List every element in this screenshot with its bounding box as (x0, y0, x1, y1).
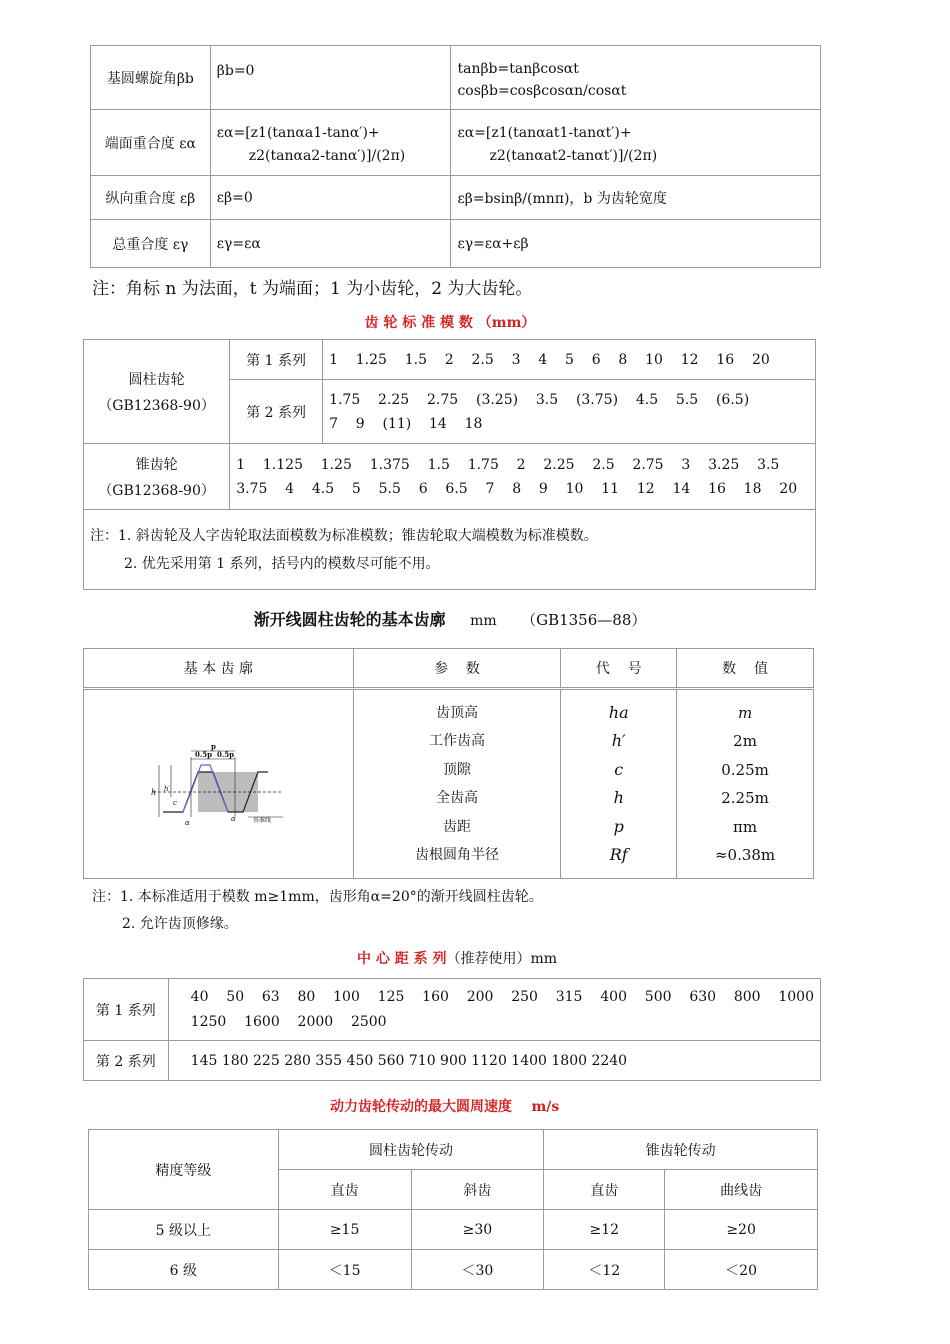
header-symbol: 代 号 (561, 649, 677, 689)
sub-header: 直齿 (278, 1170, 411, 1210)
formula: εα=[z1(tanαat1-tanαt′)+ (457, 124, 632, 141)
param-item: 齿根圆角半径 (415, 847, 499, 863)
center-distance-title: 中 心 距 系 列 (356, 951, 447, 967)
symbol-item: Rf (609, 845, 628, 864)
cyl-gear-cell (84, 340, 230, 444)
profile-title-row (0, 607, 900, 630)
diagram-label-h: h (151, 787, 157, 797)
speed-cell: ＜12 (544, 1250, 665, 1290)
row-label: 纵向重合度 εβ (91, 176, 211, 220)
header-value: 数 值 (677, 649, 814, 689)
diagram-label-h-prime: h′ (164, 784, 171, 793)
helical-value: εγ=εα+εβ (451, 220, 821, 268)
bevel-line2: 3.75 4 4.5 5 5.5 6 6.5 7 8 9 10 11 12 14 16 18 20 (236, 480, 798, 497)
profile-unit: mm (470, 613, 497, 629)
speed-cell: ≥30 (411, 1210, 544, 1250)
profile-note1: 注：1. 本标准适用于模数 m≥1mm，齿形角α=20°的渐开线圆柱齿轮。 (92, 889, 543, 905)
param-item: 顶隙 (443, 761, 471, 778)
header-grade: 精度等级 (89, 1130, 279, 1210)
profile-standard: （GB1356—88） (521, 611, 647, 629)
grade-cell: 5 级以上 (89, 1210, 279, 1250)
formula: cosβb=cosβcosαn/cosαt (457, 82, 627, 99)
series2-line1: 1.75 2.25 2.75 (3.25) 3.5 (3.75) 4.5 5.5 (6.5) (329, 391, 750, 408)
param-item: 工作齿高 (429, 733, 485, 749)
table1-note: 注：角标 n 为法面，t 为端面；1 为小齿轮，2 为大齿轮。 (92, 279, 533, 299)
cd-series1-label: 第 1 系列 (84, 979, 169, 1041)
profile-title: 渐开线圆柱齿轮的基本齿廓 (253, 610, 446, 629)
note-line: 2. 优先采用第 1 系列，括号内的模数尽可能不用。 (124, 555, 440, 572)
speed-cell: ＜20 (665, 1250, 818, 1290)
header-cyl: 圆柱齿轮传动 (278, 1130, 544, 1170)
symbol-item: h′ (611, 731, 626, 750)
helical-value (451, 110, 821, 176)
spur-value (210, 46, 451, 110)
helical-value (451, 46, 821, 110)
symbol-item: p (613, 816, 624, 836)
header-bevel: 锥齿轮传动 (544, 1130, 818, 1170)
value-item: 2m (733, 732, 757, 750)
diagram-label-p: p (211, 741, 217, 751)
cd-series1-values (168, 979, 820, 1041)
param-list (353, 689, 561, 879)
row-label: 端面重合度 εα (91, 110, 211, 176)
module-notes (84, 510, 816, 590)
spur-value: εγ=εα (210, 220, 451, 268)
center-distance-suffix: （推荐使用）mm (446, 951, 558, 967)
value-item: 2.25m (721, 789, 769, 807)
formula: εα=[z1(tanαa1-tanα′)+ (216, 124, 380, 141)
sub-header: 曲线齿 (665, 1170, 818, 1210)
formula: z2(tanαat2-tanαt′)]/(2π) (489, 147, 658, 164)
param-item: 全齿高 (436, 790, 478, 806)
spur-value: εβ=0 (210, 176, 451, 220)
symbol-item: h (613, 788, 624, 807)
table-max-speed (88, 1129, 818, 1290)
module-title: 齿 轮 标 准 模 数 （mm） (364, 315, 536, 331)
param-item: 齿距 (443, 818, 471, 835)
header-profile: 基 本 齿 廓 (84, 649, 354, 689)
row-label: 总重合度 εγ (91, 220, 211, 268)
bevel-gear-cell (84, 444, 230, 510)
value-item: ≈0.38m (714, 846, 776, 864)
param-item: 齿顶高 (436, 704, 478, 721)
speed-cell: ＜30 (411, 1250, 544, 1290)
value-list (677, 689, 814, 879)
bevel-values (230, 444, 816, 510)
diagram-label-pitch-line: 基准线 (253, 816, 272, 824)
speed-cell: ≥20 (665, 1210, 818, 1250)
grade-cell: 6 级 (89, 1250, 279, 1290)
symbol-list (561, 689, 677, 879)
header-param: 参 数 (353, 649, 561, 689)
bevel-gear-standard: （GB12368-90） (98, 482, 215, 499)
diagram-label-half-p: 0.5p (195, 749, 213, 759)
diagram-label-alpha: α (185, 818, 191, 827)
sub-header: 斜齿 (411, 1170, 544, 1210)
value-item: m (737, 703, 753, 722)
center-distance-title-row (0, 948, 914, 968)
rack-diagram-cell (84, 689, 354, 879)
max-speed-title: 动力齿轮传动的最大圆周速度 m/s (330, 1099, 560, 1115)
cd-series2-values: 145 180 225 280 355 450 560 710 900 1120 1400 1800 2240 (168, 1041, 820, 1081)
table-contact-ratio (90, 45, 821, 268)
cyl-gear-standard: （GB12368-90） (98, 397, 215, 414)
diagram-label-half-p: 0.5p (217, 749, 235, 759)
series2-values (323, 380, 816, 444)
rack-profile-diagram (143, 737, 293, 832)
helical-value: εβ=bsinβ/(mnπ)，b 为齿轮宽度 (451, 176, 821, 220)
value-item: πm (733, 817, 758, 836)
table-standard-modules (83, 339, 816, 590)
series2-label: 第 2 系列 (230, 380, 323, 444)
sub-header: 直齿 (544, 1170, 665, 1210)
series2-line2: 7 9 (11) 14 18 (329, 415, 483, 432)
spur-value (210, 110, 451, 176)
diagram-label-c: c (173, 798, 178, 807)
cyl-gear-name: 圆柱齿轮 (128, 371, 185, 388)
table-basic-rack (83, 648, 814, 879)
speed-cell: ≥15 (278, 1210, 411, 1250)
symbol-item: c (614, 759, 624, 779)
cd-series1-line2: 1250 1600 2000 2500 (190, 1013, 387, 1030)
profile-note2: 2. 允许齿顶修缘。 (122, 916, 238, 932)
formula: βb=0 (216, 62, 255, 79)
table-center-distance (83, 978, 821, 1081)
symbol-item: ha (608, 702, 629, 722)
cd-series2-label: 第 2 系列 (84, 1041, 169, 1081)
series1-label: 第 1 系列 (230, 340, 323, 380)
value-item: 0.25m (721, 760, 769, 779)
row-label: 基圆螺旋角βb (91, 46, 211, 110)
formula: tanβb=tanβcosαt (457, 60, 579, 77)
bevel-line1: 1 1.125 1.25 1.375 1.5 1.75 2 2.25 2.5 2.75 3 3.25 3.5 (236, 456, 780, 473)
series1-values: 1 1.25 1.5 2 2.5 3 4 5 6 8 10 12 16 20 (323, 340, 816, 380)
diagram-label-alpha: α (231, 814, 237, 823)
cd-series1-line1: 40 50 63 80 100 125 160 200 250 315 400 500 630 800 1000 (190, 988, 814, 1005)
note-line: 注：1. 斜齿轮及人字齿轮取法面模数为标准模数；锥齿轮取大端模数为标准模数。 (90, 527, 598, 544)
speed-cell: ＜15 (278, 1250, 411, 1290)
speed-cell: ≥12 (544, 1210, 665, 1250)
formula: z2(tanαa2-tanα′)]/(2π) (248, 147, 406, 164)
bevel-gear-name: 锥齿轮 (135, 456, 178, 473)
